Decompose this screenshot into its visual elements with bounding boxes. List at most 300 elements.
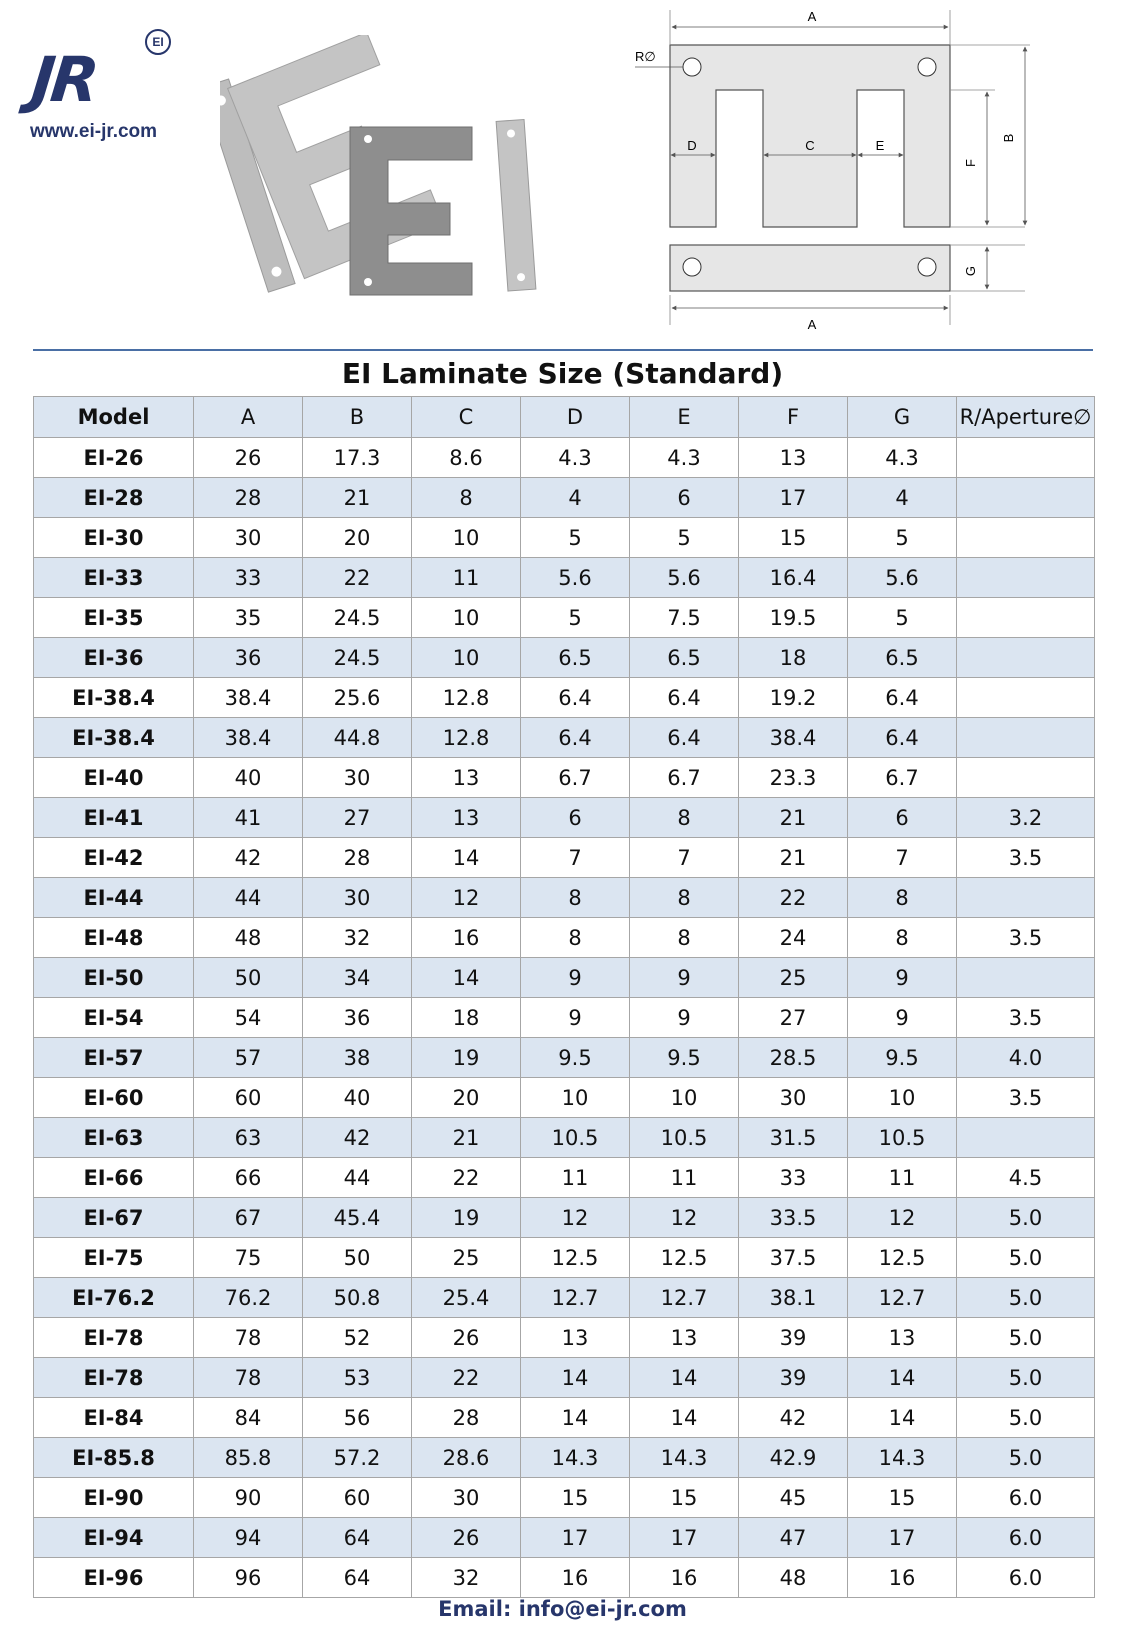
cell-c: 22 [412,1358,521,1398]
cell-c: 30 [412,1478,521,1518]
cell-f: 42.9 [739,1438,848,1478]
cell-e: 5.6 [630,558,739,598]
cell-d: 5.6 [521,558,630,598]
table-row [34,958,1095,998]
cell-g: 8 [848,918,957,958]
cell-b: 57.2 [303,1438,412,1478]
cell-model: EI-96 [34,1558,194,1598]
cell-aperture: 3.5 [957,998,1095,1038]
cell-f: 39 [739,1358,848,1398]
label-g: G [963,265,978,277]
header-b: B [303,397,412,438]
cell-c: 13 [412,798,521,838]
cell-aperture [957,558,1095,598]
cell-g: 6.5 [848,638,957,678]
header-g: G [848,397,957,438]
table-row [34,518,1095,558]
cell-c: 25 [412,1238,521,1278]
cell-a: 33 [194,558,303,598]
cell-b: 20 [303,518,412,558]
table-row [34,1478,1095,1518]
cell-e: 13 [630,1318,739,1358]
cell-aperture [957,438,1095,478]
cell-a: 78 [194,1358,303,1398]
cell-aperture: 5.0 [957,1238,1095,1278]
cell-a: 67 [194,1198,303,1238]
cell-model: EI-30 [34,518,194,558]
cell-model: EI-36 [34,638,194,678]
cell-g: 6.7 [848,758,957,798]
cell-c: 11 [412,558,521,598]
cell-c: 21 [412,1118,521,1158]
cell-model: EI-66 [34,1158,194,1198]
cell-c: 20 [412,1078,521,1118]
cell-g: 6.4 [848,678,957,718]
cell-d: 14.3 [521,1438,630,1478]
cell-aperture [957,678,1095,718]
i-strip-right [496,120,536,292]
cell-d: 4 [521,478,630,518]
table-row [34,438,1095,478]
cell-g: 9 [848,998,957,1038]
cell-f: 24 [739,918,848,958]
table-row [34,1158,1095,1198]
cell-f: 13 [739,438,848,478]
cell-c: 22 [412,1158,521,1198]
cell-e: 6 [630,478,739,518]
cell-a: 48 [194,918,303,958]
cell-f: 30 [739,1078,848,1118]
logo-badge: EI [145,29,171,55]
cell-e: 4.3 [630,438,739,478]
cell-model: EI-26 [34,438,194,478]
cell-d: 7 [521,838,630,878]
cell-g: 12.5 [848,1238,957,1278]
cell-f: 47 [739,1518,848,1558]
cell-e: 14.3 [630,1438,739,1478]
cell-f: 21 [739,798,848,838]
cell-e: 12 [630,1198,739,1238]
table-row [34,878,1095,918]
cell-b: 44.8 [303,718,412,758]
cell-f: 23.3 [739,758,848,798]
header-a: A [194,397,303,438]
cell-b: 64 [303,1518,412,1558]
cell-a: 96 [194,1558,303,1598]
laminations-photo [220,35,580,315]
cell-e: 16 [630,1558,739,1598]
i-shape [670,245,950,291]
cell-f: 27 [739,998,848,1038]
cell-a: 42 [194,838,303,878]
header-d: D [521,397,630,438]
cell-c: 12 [412,878,521,918]
cell-e: 12.7 [630,1278,739,1318]
cell-d: 6.5 [521,638,630,678]
label-d: D [687,138,697,153]
cell-f: 48 [739,1558,848,1598]
table-row [34,1558,1095,1598]
cell-b: 30 [303,878,412,918]
cell-e: 14 [630,1398,739,1438]
cell-aperture: 5.0 [957,1398,1095,1438]
cell-aperture: 3.5 [957,1078,1095,1118]
cell-d: 5 [521,518,630,558]
cell-a: 57 [194,1038,303,1078]
cell-g: 9.5 [848,1038,957,1078]
cell-model: EI-40 [34,758,194,798]
cell-e: 7 [630,838,739,878]
label-e: E [875,138,885,153]
cell-e: 12.5 [630,1238,739,1278]
cell-a: 40 [194,758,303,798]
cell-d: 6 [521,798,630,838]
cell-b: 50 [303,1238,412,1278]
cell-b: 24.5 [303,638,412,678]
cell-b: 30 [303,758,412,798]
cell-g: 13 [848,1318,957,1358]
table-row [34,1438,1095,1478]
cell-aperture: 6.0 [957,1558,1095,1598]
cell-a: 35 [194,598,303,638]
table-row [34,558,1095,598]
cell-a: 26 [194,438,303,478]
cell-e: 6.4 [630,718,739,758]
cell-e: 6.4 [630,678,739,718]
cell-b: 25.6 [303,678,412,718]
cell-c: 12.8 [412,678,521,718]
ei-dimension-diagram [635,5,1075,345]
table-row [34,798,1095,838]
cell-d: 6.4 [521,718,630,758]
cell-d: 5 [521,598,630,638]
cell-d: 16 [521,1558,630,1598]
cell-e: 10 [630,1078,739,1118]
cell-d: 9 [521,998,630,1038]
cell-c: 19 [412,1038,521,1078]
cell-f: 19.5 [739,598,848,638]
table-row [34,678,1095,718]
cell-a: 75 [194,1238,303,1278]
cell-d: 9 [521,958,630,998]
table-row [34,1198,1095,1238]
cell-b: 24.5 [303,598,412,638]
cell-b: 21 [303,478,412,518]
cell-b: 17.3 [303,438,412,478]
cell-g: 8 [848,878,957,918]
cell-a: 38.4 [194,678,303,718]
cell-e: 6.7 [630,758,739,798]
cell-g: 14 [848,1358,957,1398]
cell-model: EI-28 [34,478,194,518]
cell-aperture: 3.5 [957,838,1095,878]
table-row [34,1038,1095,1078]
cell-g: 5.6 [848,558,957,598]
cell-a: 60 [194,1078,303,1118]
cell-aperture: 3.5 [957,918,1095,958]
cell-aperture [957,878,1095,918]
table-row [34,1078,1095,1118]
cell-b: 38 [303,1038,412,1078]
cell-a: 78 [194,1318,303,1358]
cell-aperture: 5.0 [957,1278,1095,1318]
cell-c: 25.4 [412,1278,521,1318]
cell-f: 38.1 [739,1278,848,1318]
cell-g: 7 [848,838,957,878]
cell-b: 53 [303,1358,412,1398]
table-row [34,718,1095,758]
cell-g: 11 [848,1158,957,1198]
cell-c: 19 [412,1198,521,1238]
cell-a: 30 [194,518,303,558]
cell-a: 38.4 [194,718,303,758]
cell-model: EI-60 [34,1078,194,1118]
cell-d: 10.5 [521,1118,630,1158]
cell-g: 17 [848,1518,957,1558]
cell-d: 6.4 [521,678,630,718]
cell-d: 9.5 [521,1038,630,1078]
cell-d: 10 [521,1078,630,1118]
laminate-size-table [33,396,1095,1598]
header-aperture: R/Aperture∅ [957,397,1095,438]
cell-model: EI-38.4 [34,718,194,758]
cell-b: 40 [303,1078,412,1118]
cell-model: EI-63 [34,1118,194,1158]
cell-d: 15 [521,1478,630,1518]
cell-c: 28.6 [412,1438,521,1478]
cell-model: EI-42 [34,838,194,878]
cell-b: 50.8 [303,1278,412,1318]
cell-d: 4.3 [521,438,630,478]
cell-e: 8 [630,878,739,918]
cell-model: EI-84 [34,1398,194,1438]
cell-c: 18 [412,998,521,1038]
cell-g: 16 [848,1558,957,1598]
cell-a: 63 [194,1118,303,1158]
cell-model: EI-76.2 [34,1278,194,1318]
cell-b: 32 [303,918,412,958]
cell-aperture [957,478,1095,518]
cell-e: 8 [630,798,739,838]
cell-c: 10 [412,518,521,558]
cell-d: 8 [521,878,630,918]
cell-e: 6.5 [630,638,739,678]
cell-model: EI-50 [34,958,194,998]
cell-f: 16.4 [739,558,848,598]
cell-f: 37.5 [739,1238,848,1278]
cell-aperture [957,1118,1095,1158]
cell-a: 85.8 [194,1438,303,1478]
cell-c: 14 [412,838,521,878]
cell-b: 56 [303,1398,412,1438]
cell-model: EI-33 [34,558,194,598]
cell-g: 12.7 [848,1278,957,1318]
table-row [34,918,1095,958]
cell-d: 14 [521,1358,630,1398]
cell-a: 50 [194,958,303,998]
cell-g: 10.5 [848,1118,957,1158]
company-logo [30,25,190,145]
label-a-bottom: A [807,317,817,332]
table-header-row [34,397,1095,438]
cell-e: 11 [630,1158,739,1198]
cell-b: 52 [303,1318,412,1358]
cell-aperture: 6.0 [957,1478,1095,1518]
cell-e: 15 [630,1478,739,1518]
label-f: F [963,159,978,167]
label-r: R∅ [635,49,656,64]
cell-e: 10.5 [630,1118,739,1158]
cell-f: 15 [739,518,848,558]
cell-g: 14.3 [848,1438,957,1478]
cell-c: 32 [412,1558,521,1598]
cell-a: 94 [194,1518,303,1558]
cell-a: 84 [194,1398,303,1438]
cell-g: 10 [848,1078,957,1118]
cell-d: 11 [521,1158,630,1198]
cell-c: 8 [412,478,521,518]
cell-model: EI-54 [34,998,194,1038]
cell-aperture [957,518,1095,558]
cell-b: 34 [303,958,412,998]
cell-b: 27 [303,798,412,838]
cell-f: 28.5 [739,1038,848,1078]
cell-a: 90 [194,1478,303,1518]
table-row [34,598,1095,638]
cell-d: 6.7 [521,758,630,798]
cell-b: 44 [303,1158,412,1198]
cell-aperture [957,958,1095,998]
cell-b: 64 [303,1558,412,1598]
website-url[interactable]: www.ei-jr.com [30,121,158,142]
cell-c: 14 [412,958,521,998]
header-f: F [739,397,848,438]
cell-model: EI-78 [34,1318,194,1358]
cell-model: EI-44 [34,878,194,918]
cell-d: 12.7 [521,1278,630,1318]
cell-f: 33 [739,1158,848,1198]
cell-c: 26 [412,1518,521,1558]
cell-f: 25 [739,958,848,998]
cell-aperture [957,598,1095,638]
cell-d: 8 [521,918,630,958]
cell-aperture [957,758,1095,798]
cell-model: EI-94 [34,1518,194,1558]
cell-b: 28 [303,838,412,878]
cell-a: 76.2 [194,1278,303,1318]
cell-g: 14 [848,1398,957,1438]
cell-c: 13 [412,758,521,798]
cell-f: 19.2 [739,678,848,718]
cell-f: 31.5 [739,1118,848,1158]
table-row [34,1278,1095,1318]
header-c: C [412,397,521,438]
cell-e: 9 [630,998,739,1038]
table-row [34,838,1095,878]
cell-f: 42 [739,1398,848,1438]
cell-model: EI-38.4 [34,678,194,718]
cell-g: 4 [848,478,957,518]
cell-g: 15 [848,1478,957,1518]
cell-c: 16 [412,918,521,958]
cell-g: 5 [848,518,957,558]
cell-g: 5 [848,598,957,638]
cell-d: 14 [521,1398,630,1438]
cell-d: 12 [521,1198,630,1238]
header-e: E [630,397,739,438]
table-row [34,1358,1095,1398]
cell-model: EI-41 [34,798,194,838]
cell-b: 60 [303,1478,412,1518]
table-body [34,438,1095,1598]
table-row [34,478,1095,518]
cell-g: 9 [848,958,957,998]
cell-e: 14 [630,1358,739,1398]
e-shape [670,45,950,227]
divider [33,349,1093,351]
cell-aperture: 4.0 [957,1038,1095,1078]
cell-d: 17 [521,1518,630,1558]
cell-model: EI-85.8 [34,1438,194,1478]
cell-b: 36 [303,998,412,1038]
header-model: Model [34,397,194,438]
cell-c: 12.8 [412,718,521,758]
cell-aperture: 4.5 [957,1158,1095,1198]
cell-e: 9.5 [630,1038,739,1078]
cell-model: EI-90 [34,1478,194,1518]
cell-aperture [957,638,1095,678]
cell-b: 22 [303,558,412,598]
cell-f: 17 [739,478,848,518]
logo-mark: JR [28,43,99,116]
label-a-top: A [807,9,817,24]
label-c: C [805,138,815,153]
cell-f: 21 [739,838,848,878]
cell-b: 45.4 [303,1198,412,1238]
label-b: B [1001,133,1016,143]
footer-email[interactable]: Email: info@ei-jr.com [438,1597,687,1621]
cell-model: EI-67 [34,1198,194,1238]
cell-c: 10 [412,638,521,678]
cell-c: 10 [412,598,521,638]
cell-f: 18 [739,638,848,678]
cell-f: 39 [739,1318,848,1358]
cell-model: EI-48 [34,918,194,958]
cell-aperture: 5.0 [957,1198,1095,1238]
cell-f: 22 [739,878,848,918]
table-row [34,758,1095,798]
cell-a: 28 [194,478,303,518]
cell-g: 6 [848,798,957,838]
cell-g: 4.3 [848,438,957,478]
cell-a: 66 [194,1158,303,1198]
cell-model: EI-78 [34,1358,194,1398]
table-row [34,998,1095,1038]
cell-model: EI-57 [34,1038,194,1078]
cell-aperture [957,718,1095,758]
cell-aperture: 5.0 [957,1438,1095,1478]
table-row [34,1398,1095,1438]
cell-c: 26 [412,1318,521,1358]
cell-model: EI-75 [34,1238,194,1278]
table-row [34,638,1095,678]
cell-b: 42 [303,1118,412,1158]
cell-a: 54 [194,998,303,1038]
cell-e: 7.5 [630,598,739,638]
cell-d: 13 [521,1318,630,1358]
cell-aperture: 5.0 [957,1358,1095,1398]
cell-f: 38.4 [739,718,848,758]
